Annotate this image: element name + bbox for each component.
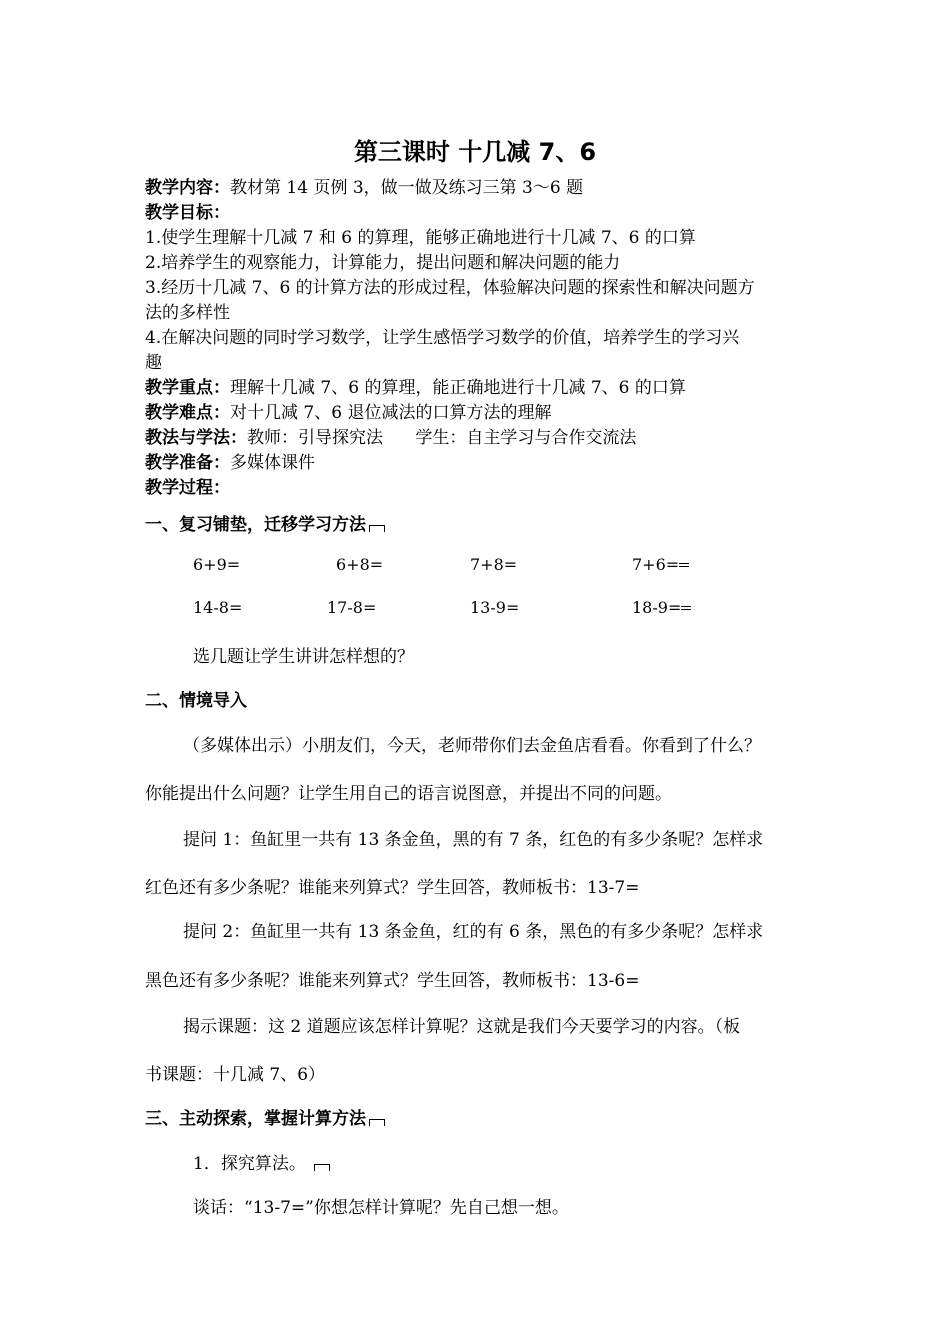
bracket-mark-icon: [369, 1119, 385, 1126]
difficulty-label: 教学难点：: [145, 403, 230, 423]
goal-3b: 法的多样性: [145, 303, 230, 323]
section3-heading: [145, 1104, 385, 1129]
goal-3a: 3.经历十几减 7、6 的计算方法的形成过程，体验解决问题的探索性和解决问题方: [145, 278, 755, 298]
section2-p3a: 提问 2：鱼缸里一共有 13 条金鱼，红的有 6 条，黑色的有多少条呢？怎样求: [183, 922, 764, 942]
section1-note: 选几题让学生讲讲怎样想的？: [193, 647, 414, 667]
prep-value: 多媒体课件: [230, 453, 315, 473]
section1-heading: [145, 510, 385, 535]
eq-row2-1: 14-8=: [193, 598, 243, 617]
key-line: [145, 376, 686, 400]
eq-row2-3: 13-9=: [470, 598, 520, 617]
content-line: [145, 176, 583, 200]
section2-p4a: 揭示课题：这 2 道题应该怎样计算呢？这就是我们今天要学习的内容。（板: [183, 1017, 741, 1037]
prep-label: 教学准备：: [145, 453, 230, 473]
eq-row2-4: 18-9=: [632, 598, 682, 617]
goal-2: 2.培养学生的观察能力，计算能力，提出问题和解决问题的能力: [145, 253, 621, 273]
section2-p1b: 你能提出什么问题？让学生用自己的语言说图意，并提出不同的问题。: [145, 784, 672, 804]
section2-p4b: 书课题：十几减 7、6）: [145, 1065, 326, 1085]
content-value: 教材第 14 页例 3，做一做及练习三第 3～6 题: [230, 178, 584, 198]
key-value: 理解十几减 7、6 的算理，能正确地进行十几减 7、6 的口算: [230, 378, 686, 398]
eq-row2-4-wrap: [632, 598, 691, 617]
dash-mark-icon: [681, 606, 691, 610]
difficulty-value: 对十几减 7、6 退位减法的口算方法的理解: [230, 403, 552, 423]
eq-row1-3: 7+8=: [470, 555, 518, 574]
prep-line: [145, 451, 315, 475]
key-label: 教学重点：: [145, 378, 230, 398]
section2-p2b: 红色还有多少条呢？谁能来列算式？学生回答，教师板书：13-7=: [145, 878, 640, 898]
section3-talk: 谈话：“13-7=”你想怎样计算呢？先自己想一想。: [193, 1198, 569, 1218]
goal-4a: 4.在解决问题的同时学习数学，让学生感悟学习数学的价值，培养学生的学习兴: [145, 328, 740, 348]
method-value: 教师：引导探究法 学生：自主学习与合作交流法: [247, 428, 637, 448]
goal-4b: 趣: [145, 353, 162, 373]
goals-label: 教学目标：: [145, 203, 230, 223]
eq-row1-2: 6+8=: [336, 555, 384, 574]
content-label: 教学内容：: [145, 178, 230, 198]
method-label: 教法与学法：: [145, 428, 247, 448]
section3-heading-text: 三、主动探索，掌握计算方法: [145, 1109, 366, 1129]
process-label: 教学过程：: [145, 478, 230, 498]
eq-row2-2: 17-8=: [327, 598, 377, 617]
difficulty-line: [145, 401, 551, 425]
bracket-mark-icon: [314, 1164, 330, 1171]
section2-p2a: 提问 1：鱼缸里一共有 13 条金鱼，黑的有 7 条，红色的有多少条呢？怎样求: [183, 830, 764, 850]
eq-row1-4-wrap: [632, 555, 689, 574]
bracket-mark-icon: [369, 525, 385, 532]
goal-1: 1.使学生理解十几减 7 和 6 的算理，能够正确地进行十几减 7、6 的口算: [145, 228, 696, 248]
section1-heading-text: 一、复习铺垫，迁移学习方法: [145, 515, 366, 535]
dash-mark-icon: [679, 563, 689, 567]
section2-p3b: 黑色还有多少条呢？谁能来列算式？学生回答，教师板书：13-6=: [145, 971, 640, 991]
eq-row1-1: 6+9=: [193, 555, 241, 574]
page-title: 第三课时 十几减 7、6: [353, 138, 597, 166]
eq-row1-4: 7+6=: [632, 555, 680, 574]
section3-item1: [193, 1149, 330, 1174]
section2-heading: 二、情境导入: [145, 691, 247, 711]
method-line: [145, 426, 636, 450]
section3-item1-text: 1．探究算法。: [193, 1154, 306, 1174]
section2-p1a: （多媒体出示）小朋友们，今天，老师带你们去金鱼店看看。你看到了什么？: [183, 736, 761, 756]
